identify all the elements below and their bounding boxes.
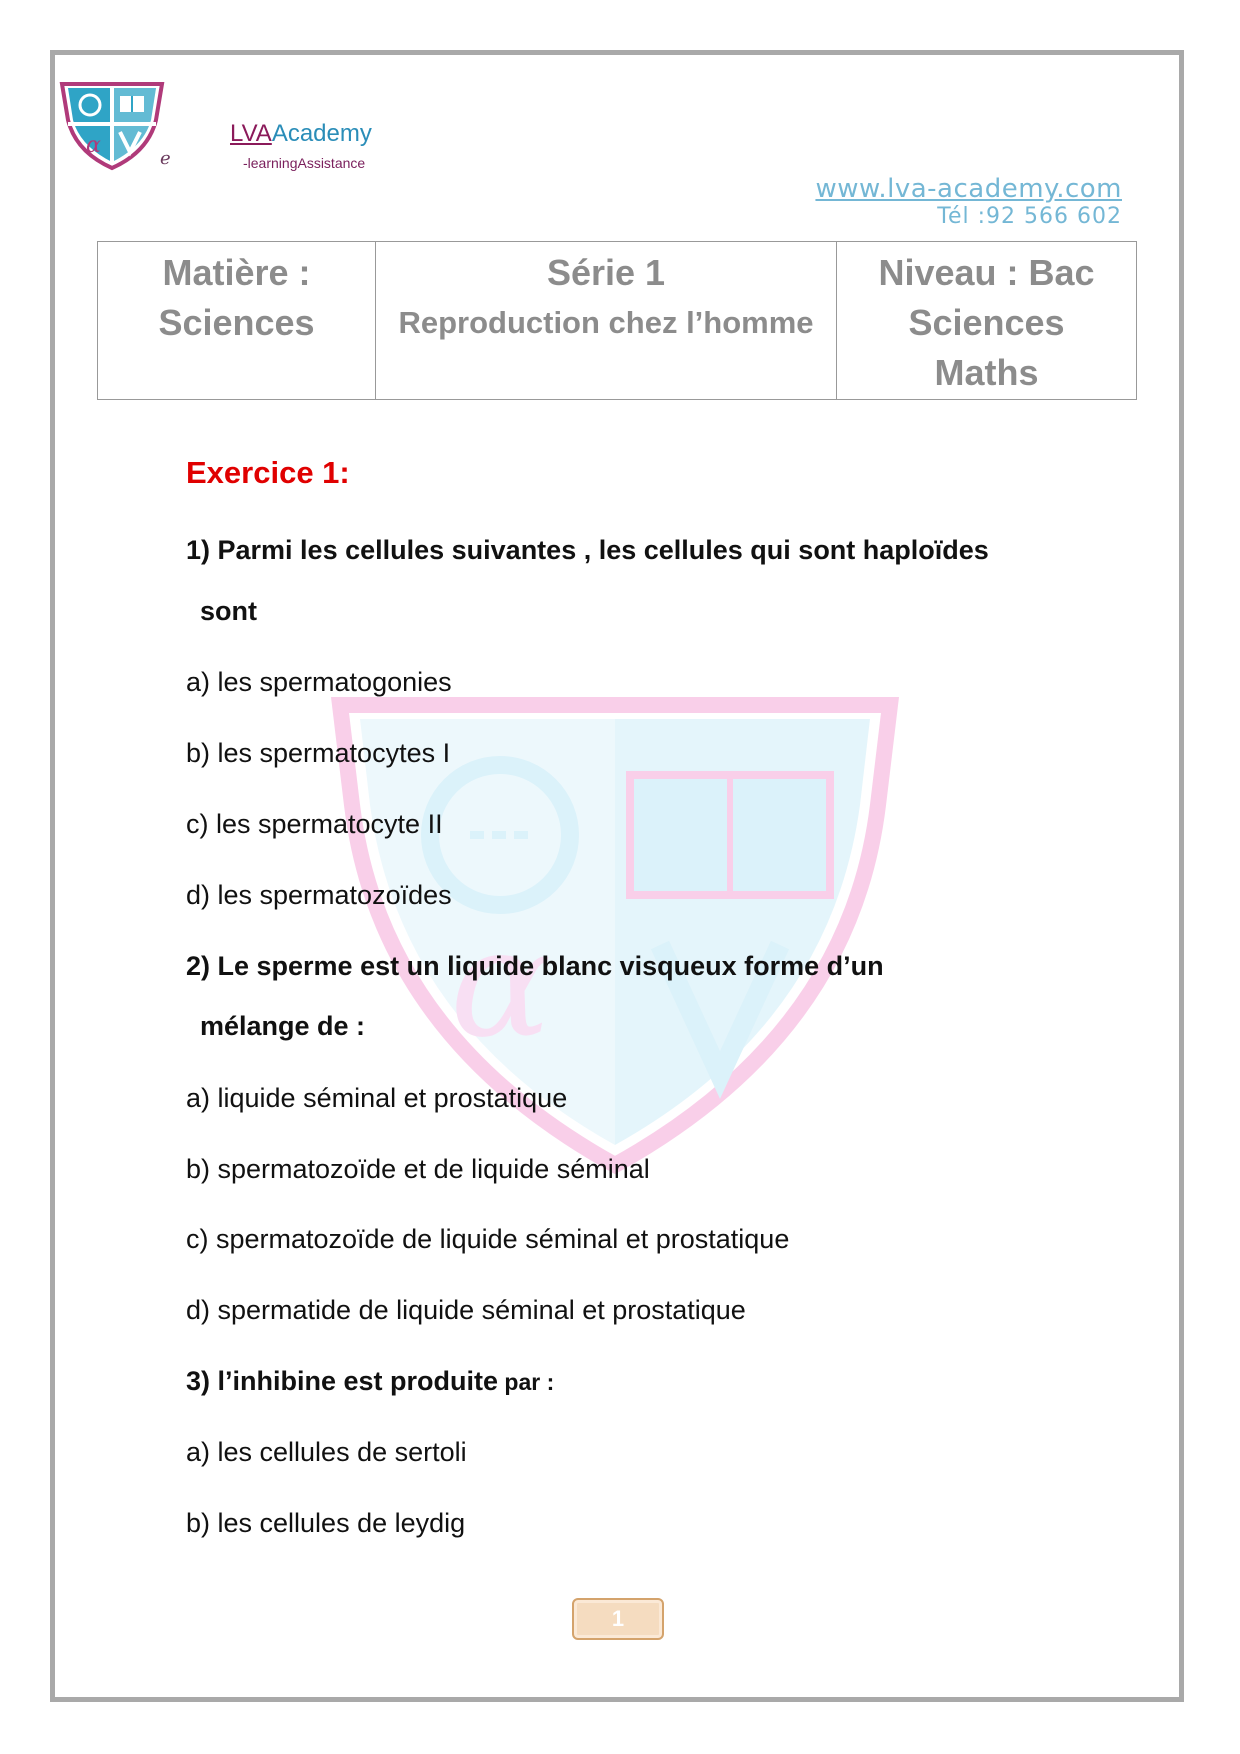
page-number-badge: 1: [572, 1598, 664, 1640]
serie-title: Série 1: [546, 252, 666, 293]
question-1-option-a: a) les spermatogonies: [186, 667, 452, 697]
question-1-option-d: d) les spermatozoïdes: [186, 880, 452, 910]
exercise-title: Exercice 1:: [186, 455, 350, 490]
matiere-value: Sciences: [158, 302, 315, 343]
question-2-option-c: c) spermatozoïde de liquide séminal et prostatique: [186, 1224, 790, 1254]
question-3-tail: par :: [498, 1369, 555, 1395]
brand-lva: LVA: [230, 120, 272, 147]
niveau-value-2: Maths: [934, 352, 1039, 393]
question-3-option-a: a) les cellules de sertoli: [186, 1437, 467, 1467]
question-2-line2: mélange de :: [200, 1011, 366, 1041]
brand-subtitle: -learningAssistance: [243, 155, 366, 171]
niveau-value-1: Sciences: [908, 302, 1065, 343]
header-table: [97, 241, 1137, 400]
serie-cell: [376, 242, 837, 400]
phone-number: Tél :92 566 602: [937, 204, 1122, 229]
question-1-line1: 1) Parmi les cellules suivantes , les cellules qui sont haploïdes: [186, 535, 989, 565]
matiere-label: Matière :: [162, 252, 311, 293]
matiere-cell: [98, 242, 376, 400]
question-2-option-b: b) spermatozoïde et de liquide séminal: [186, 1154, 650, 1184]
question-3: [186, 1366, 554, 1397]
logo-letter: e: [160, 148, 171, 169]
niveau-label: Niveau : Bac: [878, 252, 1095, 293]
svg-text:α: α: [86, 133, 101, 158]
website-link[interactable]: www.lva-academy.com: [815, 174, 1122, 204]
svg-text:α: α: [450, 897, 552, 1071]
academy-logo-icon: [58, 80, 166, 172]
serie-subtitle: Reproduction chez l’homme: [398, 305, 814, 340]
question-2-line1: 2) Le sperme est un liquide blanc visqueux forme d’un: [186, 951, 884, 981]
question-1-option-c: c) les spermatocyte II: [186, 809, 443, 839]
brand-name: [230, 120, 372, 148]
niveau-cell: [837, 242, 1137, 400]
question-3-main: 3) l’inhibine est produite: [186, 1366, 499, 1396]
question-2-option-a: a) liquide séminal et prostatique: [186, 1083, 568, 1113]
question-2-option-d: d) spermatide de liquide séminal et prostatique: [186, 1295, 746, 1325]
question-3-option-b: b) les cellules de leydig: [186, 1508, 466, 1538]
question-1-line2: sont: [200, 596, 257, 626]
brand-academy: Academy: [271, 120, 372, 147]
question-1-option-b: b) les spermatocytes I: [186, 738, 451, 768]
